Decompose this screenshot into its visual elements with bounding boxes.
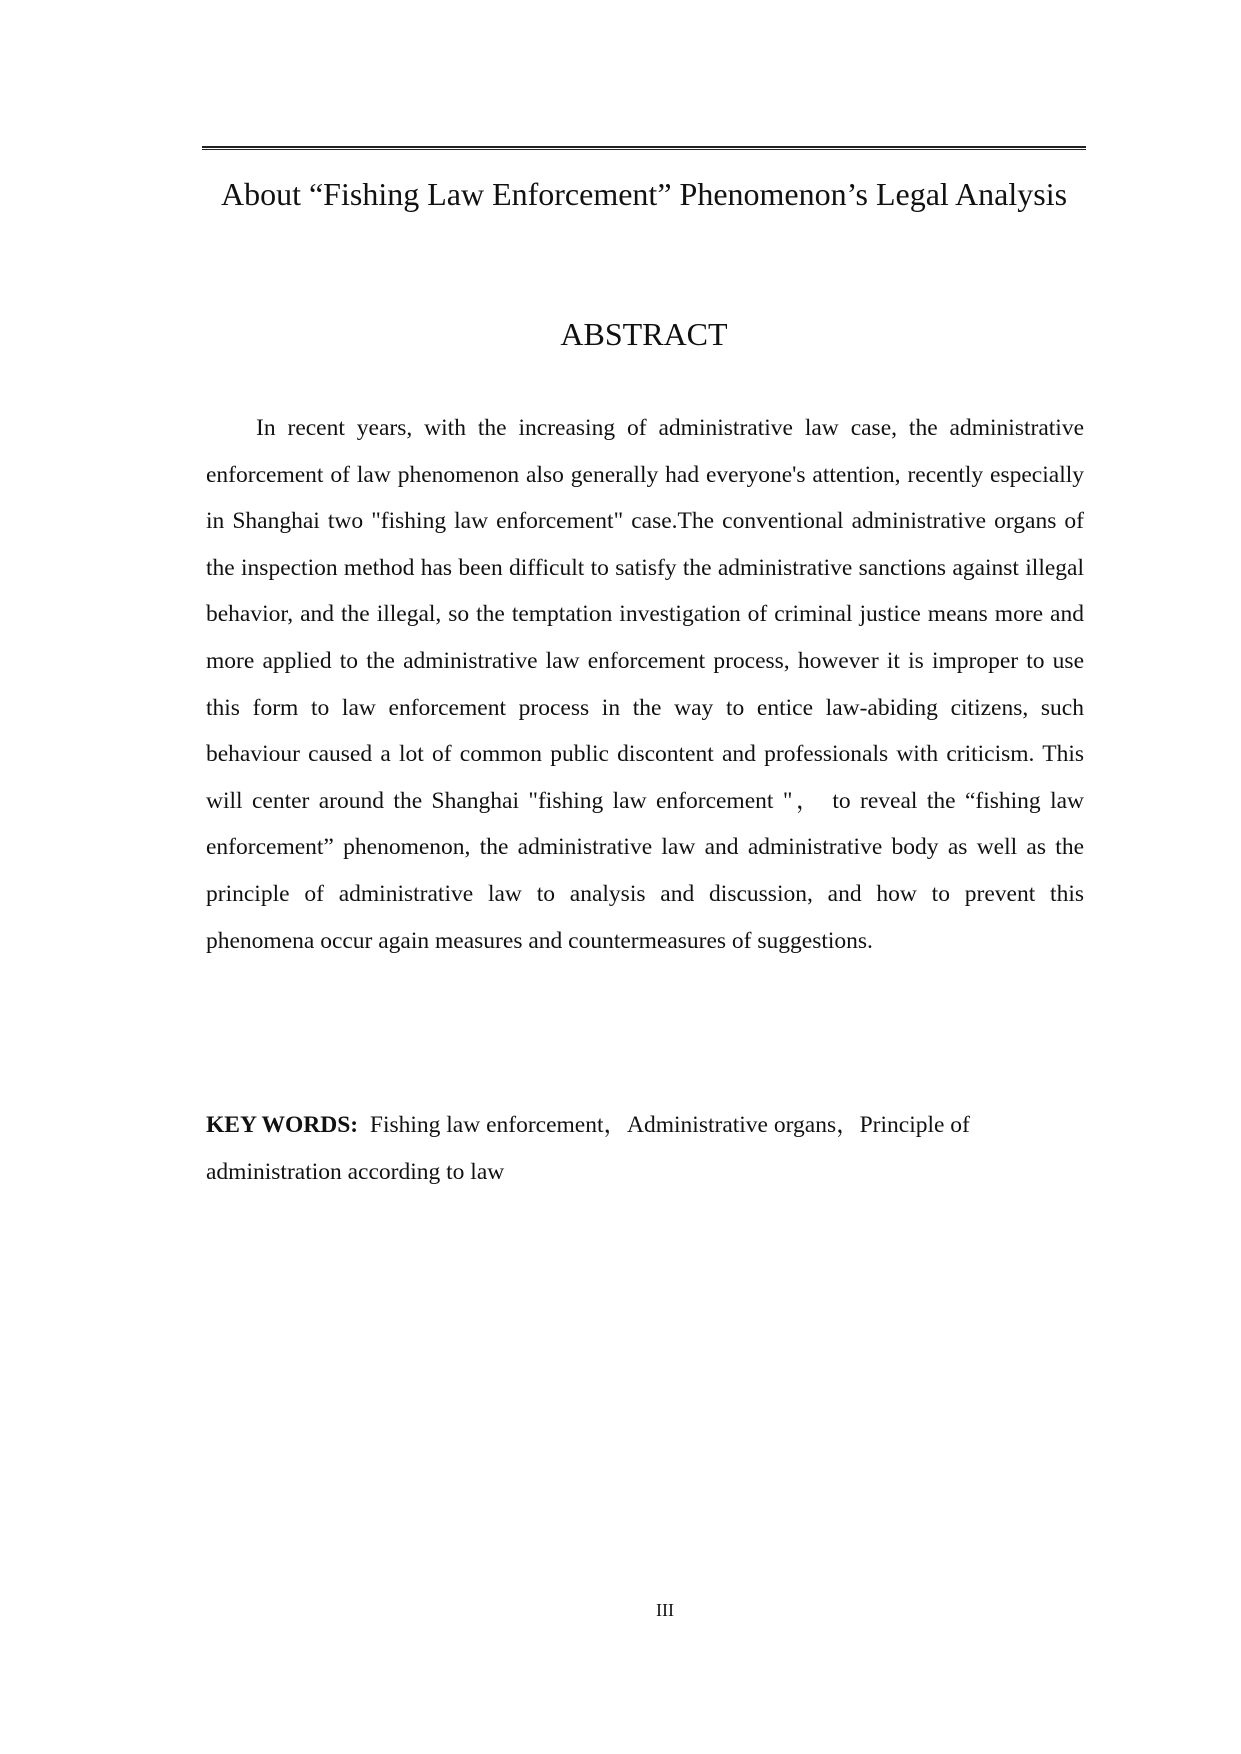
abstract-body: In recent years, with the increasing of administrative law case, the administrative enforcement of law phenomenon also generally had everyone's attention, recently especially in Shanghai two "fishing law enforcement" case.The conventional administrative organs of the inspection method has been difficult to satisfy the administrative sanctions against illegal behavior, and the illegal, so the temptation investigation of criminal justice means more and more applied to the administrative law enforcement process, however it is improper to use this form to law enforcement process in the way to entice law-abiding citizens, such behaviour caused a lot of common public discontent and professionals with criticism. This will center around the Shanghai "fishing law enforcement "， to reveal the “fishing law enforcement” phenomenon, the administrative law and administrative body as well as the principle of administrative law to analysis and discussion, and how to prevent this phenomena occur again measures and countermeasures of suggestions. [206,415,1084,954]
document-title: About “Fishing Law Enforcement” Phenomenon’s Legal Analysis [220,176,1068,212]
keywords-text: Fishing law enforcement，Administrative organs，Principle of administration according to law [206,1112,970,1185]
page-number: III [656,1600,674,1620]
keywords-paragraph [206,1102,1086,1195]
abstract-heading: ABSTRACT [560,316,728,352]
header-rule [202,146,1086,150]
keywords-label: KEY WORDS: [206,1112,359,1138]
